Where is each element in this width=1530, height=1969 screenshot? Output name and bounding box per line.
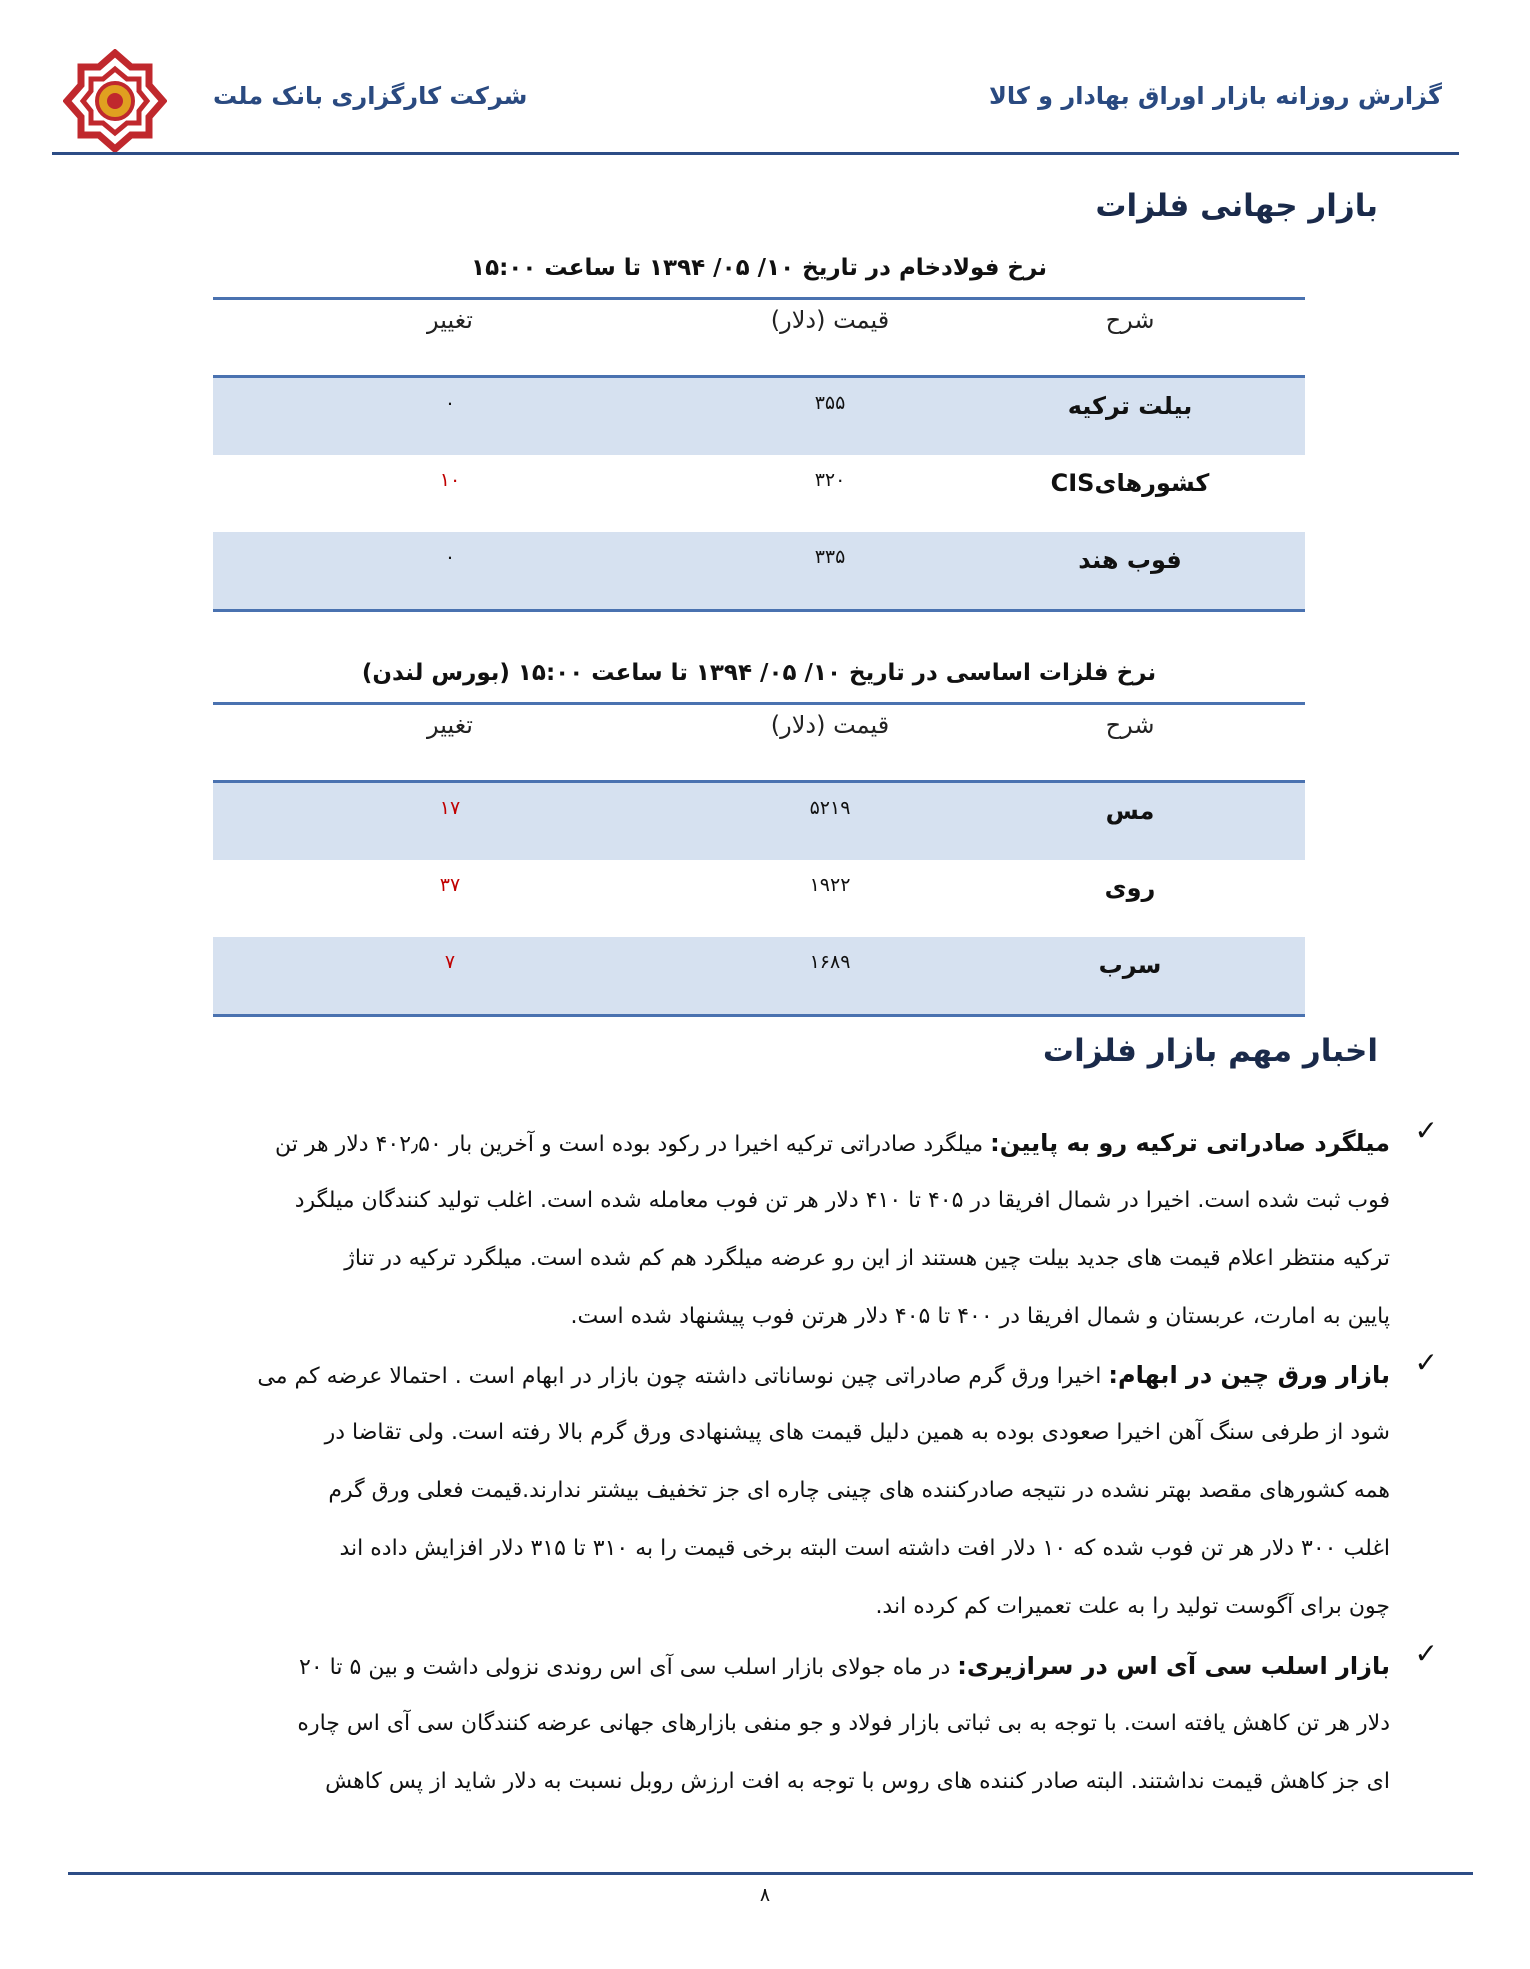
news-headline: بازار اسلب سی آی اس در سرازیری: [957,1652,1390,1680]
row-desc: کشورهایCIS [1050,469,1210,497]
checkmark-icon: ✓ [1414,1637,1438,1670]
news-text: اخیرا ورق گرم صادراتی چین نوساناتی داشته چون بازار در ابهام است . احتمالا عرضه کم می [257,1364,1102,1389]
checkmark-icon: ✓ [1414,1346,1438,1379]
row-change: ۰ [444,392,456,414]
section-title-metals-news: اخبار مهم بازار فلزات [1042,1033,1378,1069]
row-change: ۷ [444,951,456,973]
row-desc: بیلت ترکیه [1067,392,1193,420]
row-price: ۳۳۵ [814,546,846,568]
base-metals-table-caption: نرخ فلزات اساسی در تاریخ ۱۰/ ۰۵/ ۱۳۹۴ تا ساعت ۱۵:۰۰ (بورس لندن) [361,660,1157,686]
news-line: همه کشورهای مقصد بهتر نشده در نتیجه صادرکننده های چینی چاره ای جز تخفیف بیشتر ندارند.قیمت فعلی ورق گرم [328,1478,1390,1503]
row-price: ۱۶۸۹ [809,951,851,973]
row-desc: روی [1104,874,1156,902]
news-item [150,1637,1438,1811]
news-line [150,1637,1390,1695]
news-line: چون برای آگوست تولید را به علت تعمیرات کم کرده اند. [875,1594,1390,1619]
table-bottom-border [213,1014,1305,1017]
row-change: ۱۷ [439,797,461,819]
row-change: ۰ [444,546,456,568]
header-change: تغییر [427,306,473,334]
steel-table-caption: نرخ فولادخام در تاریخ ۱۰/ ۰۵/ ۱۳۹۴ تا ساعت ۱۵:۰۰ [471,255,1047,281]
row-price: ۳۵۵ [814,392,846,414]
news-line [150,1114,1390,1172]
table-row [213,455,1305,532]
footer-divider [68,1872,1473,1875]
header-price: قیمت (دلار) [770,711,890,739]
page-number: ۸ [759,1884,771,1906]
news-item [150,1346,1438,1636]
company-logo [63,49,167,153]
header-divider [52,152,1459,155]
news-line: ای جز کاهش قیمت نداشتند. البته صادر کننده های روس با توجه به افت ارزش روبل نسبت به دلار شاید از پس کاهش [325,1769,1390,1794]
row-change: ۱۰ [439,469,461,491]
news-line: شود از طرفی سنگ آهن اخیرا صعودی بوده به همین دلیل قیمت های پیشنهادی ورق گرم بالا رفته است. ولی تقاضا در [324,1420,1390,1445]
table-row [213,860,1305,937]
table-bottom-border [213,609,1305,612]
row-desc: مس [1105,797,1155,825]
company-name: شرکت کارگزاری بانک ملت [213,82,528,110]
section-title-world-metals: بازار جهانی فلزات [1095,188,1378,224]
news-line: پایین به امارت، عربستان و شمال افریقا در ۴۰۰ تا ۴۰۵ دلار هرتن فوب پیشنهاد شده است. [570,1304,1390,1329]
report-title: گزارش روزانه بازار اوراق بهادار و کالا [988,82,1442,110]
row-desc: فوب هند [1078,546,1182,574]
header-price: قیمت (دلار) [770,306,890,334]
news-item [150,1114,1438,1346]
news-line: فوب ثبت شده است. اخیرا در شمال افریقا در ۴۰۵ تا ۴۱۰ دلار هر تن فوب معامله شده است. اغلب تولید کنندگان میلگرد [294,1188,1390,1213]
news-line [150,1346,1390,1404]
news-headline: میلگرد صادراتی ترکیه رو به پایین: [990,1129,1390,1157]
table-row [213,937,1305,1014]
header-change: تغییر [427,711,473,739]
table-row [213,532,1305,609]
news-line: دلار هر تن کاهش یافته است. با توجه به بی ثباتی بازار فولاد و جو منفی بازارهای جهانی عرضه کنندگان سی آی اس چاره [297,1711,1390,1736]
header-desc: شرح [1105,306,1155,334]
row-price: ۱۹۲۲ [809,874,851,896]
news-line: اغلب ۳۰۰ دلار هر تن فوب شده که ۱۰ دلار افت داشته است البته برخی قیمت را به ۳۱۰ تا ۳۱۵ دلار افزایش داده اند [339,1536,1390,1561]
news-text: میلگرد صادراتی ترکیه اخیرا در رکود بوده است و آخرین بار ۴۰۲٫۵۰ دلار هر تن [275,1132,984,1157]
row-change: ۳۷ [439,874,461,896]
news-headline: بازار ورق چین در ابهام: [1108,1361,1390,1389]
table-header [213,300,1305,378]
table-header [213,705,1305,783]
table-row [213,783,1305,860]
base-metals-price-table [213,702,1305,1017]
checkmark-icon: ✓ [1414,1114,1438,1147]
news-line: ترکیه منتظر اعلام قیمت های جدید بیلت چین هستند از این رو عرضه میلگرد هم کم شده است. میلگرد ترکیه در تناژ [344,1246,1390,1271]
row-price: ۵۲۱۹ [809,797,851,819]
steel-price-table [213,297,1305,612]
news-text: در ماه جولای بازار اسلب سی آی اس روندی نزولی داشت و بین ۵ تا ۲۰ [299,1655,951,1680]
row-price: ۳۲۰ [814,469,846,491]
table-row [213,378,1305,455]
header-desc: شرح [1105,711,1155,739]
row-desc: سرب [1098,951,1162,979]
